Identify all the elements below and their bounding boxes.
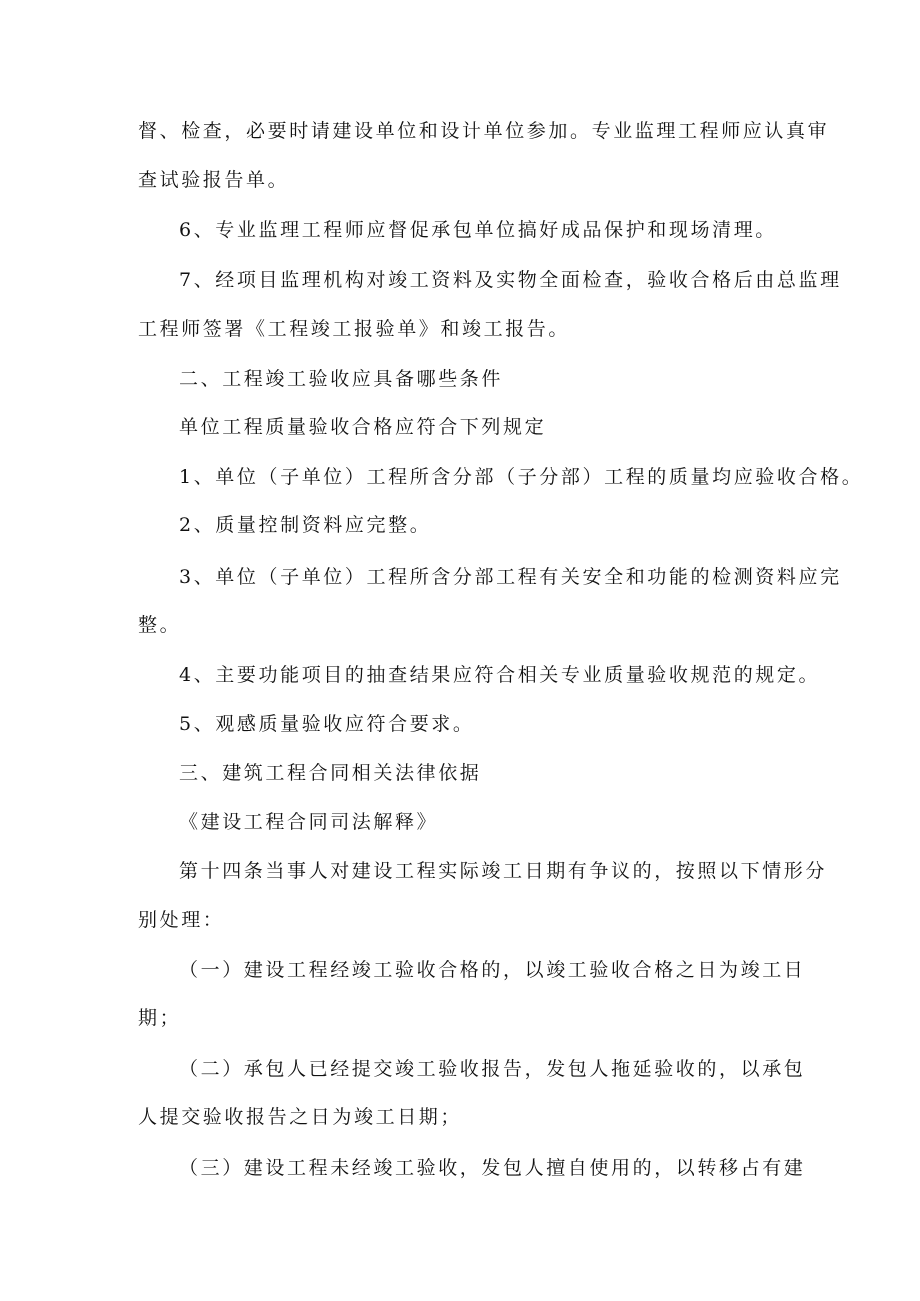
text-line: 查试验报告单。 — [138, 169, 290, 191]
list-item: 5、观感质量验收应符合要求。 — [179, 713, 475, 735]
list-item: 4、主要功能项目的抽查结果应符合相关专业质量验收规范的规定。 — [179, 664, 821, 686]
text-line: 整。 — [138, 614, 182, 636]
section-heading: 二、工程竣工验收应具备哪些条件 — [179, 368, 504, 390]
text-line: 别处理： — [138, 909, 225, 931]
section-heading: 三、建筑工程合同相关法律依据 — [179, 762, 482, 784]
list-item: （二）承包人已经提交竣工验收报告，发包人拖延验收的，以承包 — [179, 1058, 806, 1080]
text-line: 第十四条当事人对建设工程实际竣工日期有争议的，按照以下情形分 — [179, 860, 828, 882]
text-line: 人提交验收报告之日为竣工日期； — [138, 1106, 463, 1128]
list-item: （一）建设工程经竣工验收合格的，以竣工验收合格之日为竣工日 — [179, 959, 806, 981]
list-item: 7、经项目监理机构对竣工资料及实物全面检查，验收合格后由总监理 — [179, 269, 842, 291]
text-line: 期； — [138, 1007, 182, 1029]
text-line: 单位工程质量验收合格应符合下列规定 — [179, 416, 547, 438]
list-item: 2、质量控制资料应完整。 — [179, 514, 432, 536]
list-item: 6、专业监理工程师应督促承包单位搞好成品保护和现场清理。 — [179, 219, 777, 241]
list-item: 3、单位（子单位）工程所含分部工程有关安全和功能的检测资料应完 — [179, 566, 842, 588]
text-line: 工程师签署《工程竣工报验单》和竣工报告。 — [138, 318, 571, 340]
text-line: 督、检查，必要时请建设单位和设计单位参加。专业监理工程师应认真审 — [138, 120, 830, 142]
citation-title: 《建设工程合同司法解释》 — [179, 811, 439, 833]
list-item: 1、单位（子单位）工程所含分部（子分部）工程的质量均应验收合格。 — [179, 466, 864, 488]
list-item: （三）建设工程未经竣工验收，发包人擅自使用的，以转移占有建 — [179, 1157, 806, 1179]
